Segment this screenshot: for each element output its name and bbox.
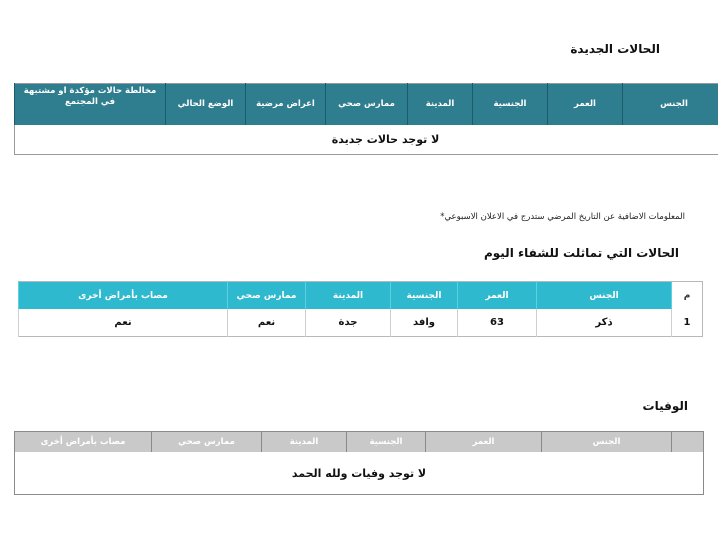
cell-nationality: وافد — [391, 309, 458, 337]
header-nationality: الجنسية — [347, 432, 426, 453]
cell-index: 1 — [672, 309, 703, 337]
deaths-table — [14, 431, 704, 495]
cell-city: جدة — [306, 309, 391, 337]
new-cases-table — [14, 83, 718, 155]
new-cases-empty-message: لا توجد حالات جديدة — [331, 133, 440, 146]
header-symptoms: اعراض مرضية — [246, 84, 326, 126]
header-age: العمر — [548, 84, 623, 126]
header-health-worker: ممارس صحي — [152, 432, 262, 453]
table-row — [19, 309, 703, 337]
header-city: المدينة — [306, 282, 391, 310]
new-cases-header-row — [15, 84, 718, 126]
cell-gender: ذكر — [537, 309, 672, 337]
recovered-header-row — [19, 282, 703, 310]
header-current-status: الوضع الحالي — [166, 84, 246, 126]
header-gender: الجنس — [542, 432, 672, 453]
new-cases-title: الحالات الجديدة — [570, 42, 660, 56]
header-nationality: الجنسية — [473, 84, 548, 126]
cell-age: 63 — [458, 309, 537, 337]
header-index: م — [672, 282, 703, 310]
header-gender: الجنس — [623, 84, 718, 126]
header-health-worker: ممارس صحي — [326, 84, 408, 126]
deaths-empty-row — [15, 452, 704, 495]
additional-info-note: المعلومات الاضافية عن التاريخ المرضي ستدرج في الاعلان الاسبوعي* — [440, 212, 685, 222]
header-other-diseases: مصاب بأمراض أخرى — [19, 282, 228, 310]
header-city: المدينة — [408, 84, 473, 126]
recovered-table — [18, 281, 703, 337]
deaths-header-row — [15, 432, 704, 453]
new-cases-empty-row — [15, 125, 718, 155]
deaths-empty-message: لا توجد وفيات ولله الحمد — [291, 466, 427, 480]
header-age: العمر — [458, 282, 537, 310]
cell-health-worker: نعم — [228, 309, 306, 337]
header-health-worker: ممارس صحي — [228, 282, 306, 310]
header-age: العمر — [426, 432, 542, 453]
cell-other-diseases: نعم — [19, 309, 228, 337]
recovered-title: الحالات التي تماثلت للشفاء اليوم — [483, 246, 679, 260]
header-blank — [672, 432, 704, 453]
header-nationality: الجنسية — [391, 282, 458, 310]
header-city: المدينة — [262, 432, 347, 453]
header-contact: مخالطة حالات مؤكدة او مشتبهة في المجتمع — [15, 84, 166, 126]
deaths-title: الوفيات — [642, 399, 688, 413]
header-gender: الجنس — [537, 282, 672, 310]
header-other-diseases: مصاب بأمراض أخرى — [15, 432, 152, 453]
